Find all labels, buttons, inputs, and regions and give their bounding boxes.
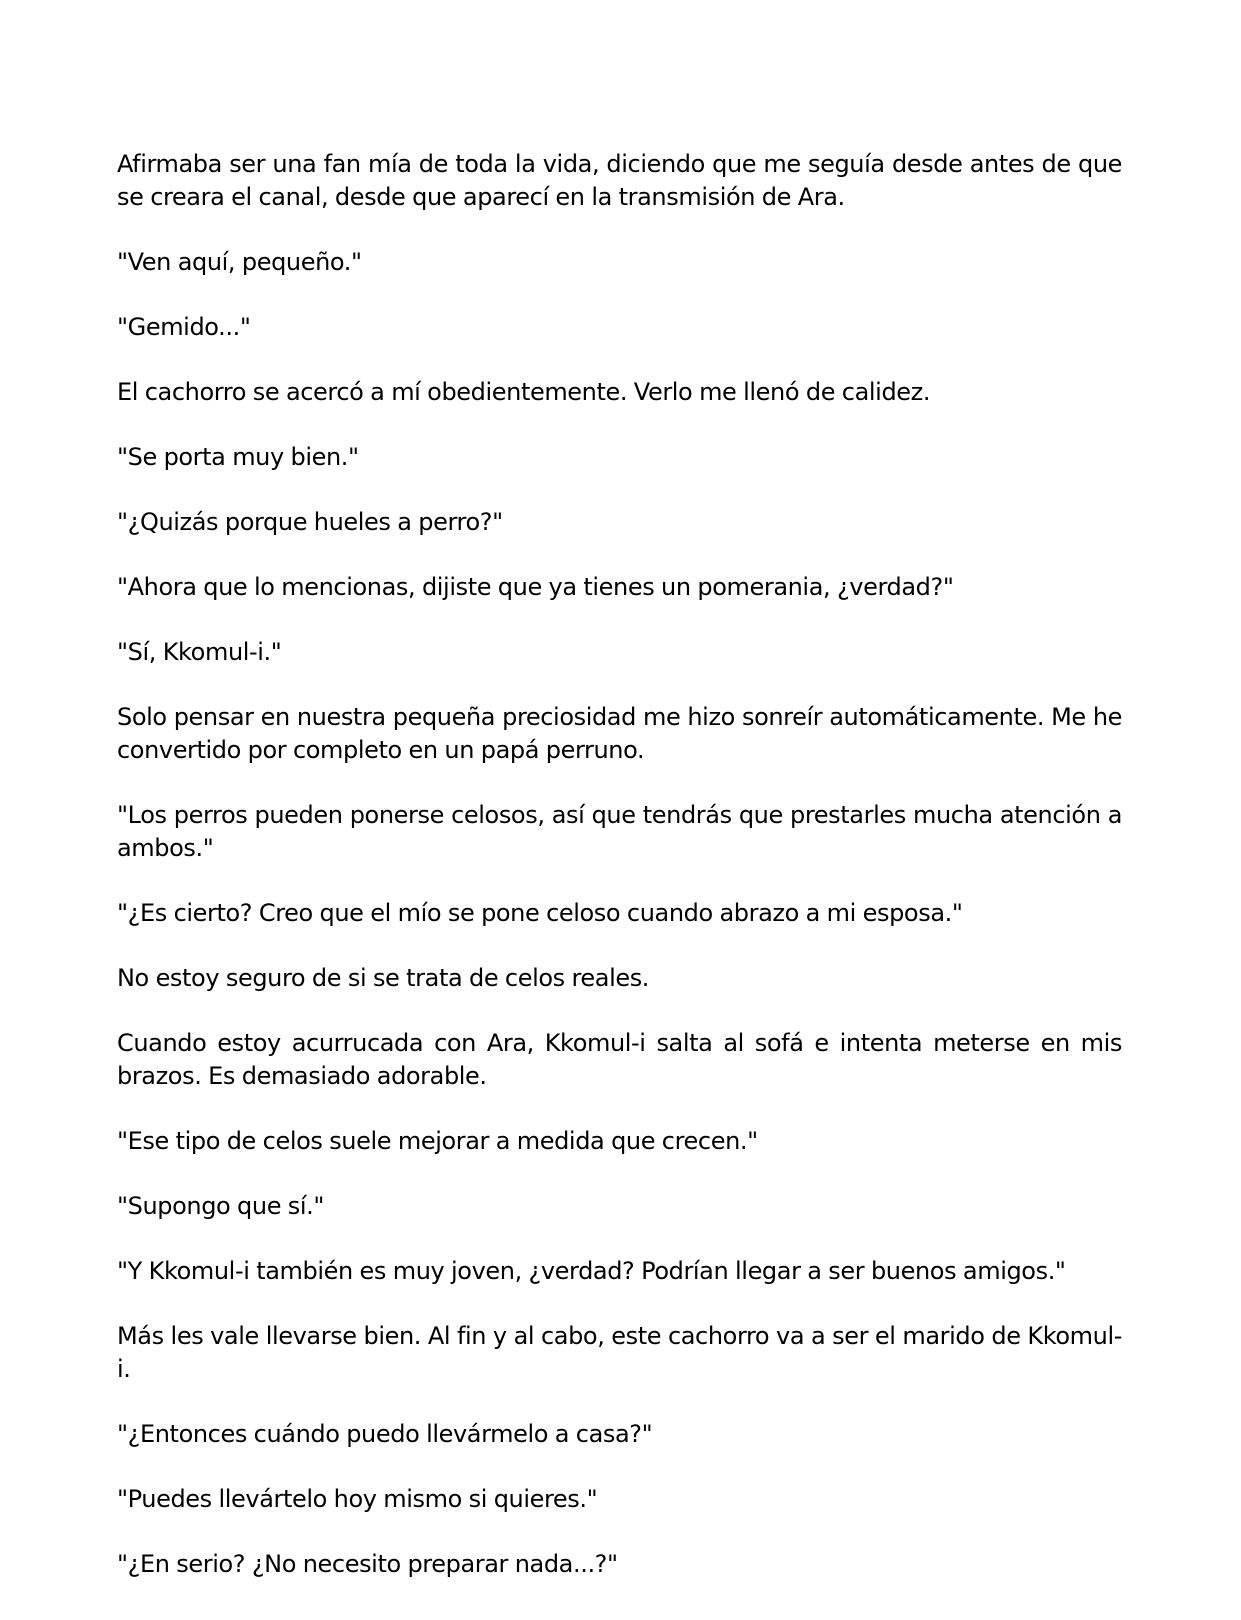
paragraph: Cuando estoy acurrucada con Ara, Kkomul-i salta al sofá e intenta meterse en mis brazos. Es demasiado adorable. (117, 1029, 1122, 1090)
paragraph: "Puedes llevártelo hoy mismo si quieres." (117, 1485, 598, 1513)
paragraph: "¿En serio? ¿No necesito preparar nada...?" (117, 1550, 618, 1578)
paragraph: "Y Kkomul-i también es muy joven, ¿verdad? Podrían llegar a ser buenos amigos." (117, 1257, 1066, 1285)
paragraph: "Los perros pueden ponerse celosos, así que tendrás que prestarles mucha atención a ambos." (117, 801, 1122, 862)
paragraph: "¿Es cierto? Creo que el mío se pone celoso cuando abrazo a mi esposa." (117, 899, 963, 927)
paragraph: "¿Quizás porque hueles a perro?" (117, 508, 503, 536)
paragraph: Solo pensar en nuestra pequeña preciosidad me hizo sonreír automáticamente. Me he convertido por completo en un papá perruno. (117, 703, 1122, 764)
paragraph: No estoy seguro de si se trata de celos reales. (117, 964, 650, 992)
paragraph: "Supongo que sí." (117, 1192, 325, 1220)
body-text (117, 148, 1122, 1581)
paragraph: Más les vale llevarse bien. Al fin y al cabo, este cachorro va a ser el marido de Kkomul-i. (117, 1322, 1122, 1383)
paragraph: "Gemido..." (117, 313, 251, 341)
paragraph: "Sí, Kkomul-i." (117, 638, 282, 666)
paragraph: El cachorro se acercó a mí obedientemente. Verlo me llenó de calidez. (117, 378, 931, 406)
paragraph: "¿Entonces cuándo puedo llevármelo a casa?" (117, 1420, 653, 1448)
paragraph: "Ahora que lo mencionas, dijiste que ya tienes un pomerania, ¿verdad?" (117, 573, 954, 601)
paragraph: "Ven aquí, pequeño." (117, 248, 362, 276)
paragraph: "Se porta muy bien." (117, 443, 359, 471)
paragraph: "Ese tipo de celos suele mejorar a medida que crecen." (117, 1127, 758, 1155)
paragraph: Afirmaba ser una fan mía de toda la vida, diciendo que me seguía desde antes de que se creara el canal, desde que aparecí en la transmisión de Ara. (117, 150, 1122, 211)
